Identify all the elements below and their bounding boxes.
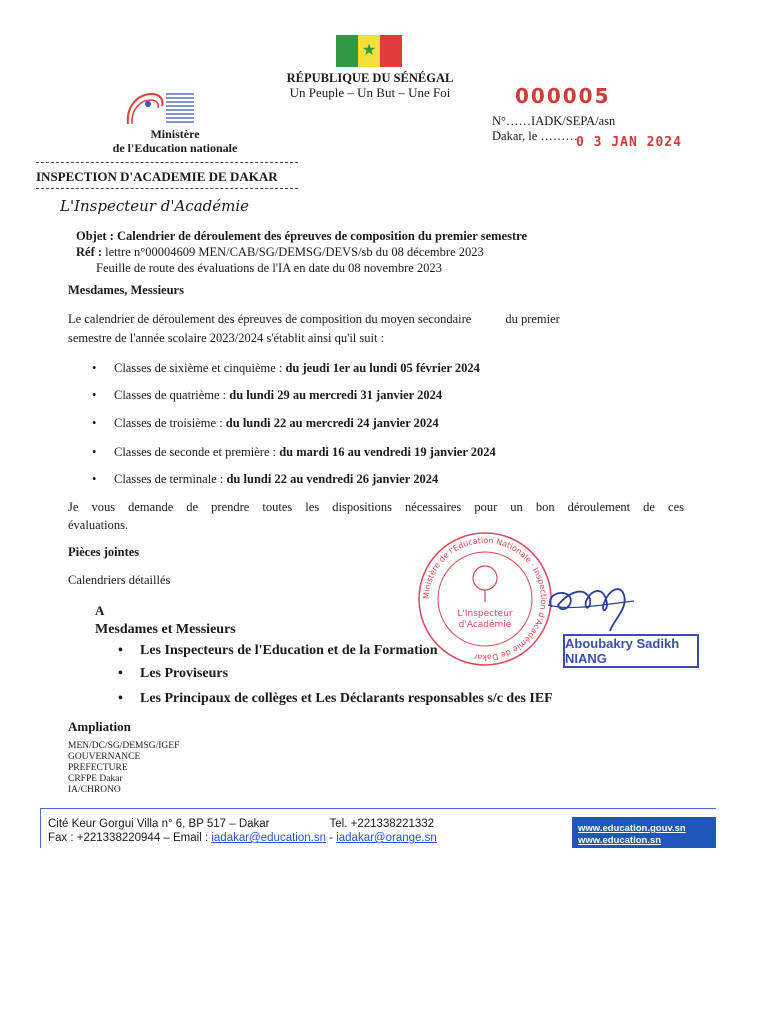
signatory-name: Aboubakry Sadikh NIANG: [563, 634, 699, 668]
email-link-education[interactable]: iadakar@education.sn: [211, 832, 326, 844]
reference-number: N°……IADK/SEPA/asn: [492, 114, 616, 128]
svg-text:d'Académie: d'Académie: [458, 620, 512, 630]
ministry-logo-icon: [122, 88, 197, 126]
intro-paragraph-2: semestre de l'année scolaire 2023/2024 s'établit ainsi qu'il suit :: [68, 331, 385, 345]
date-stamp: 0 3 JAN 2024: [576, 135, 682, 150]
footer-address: Cité Keur Gorgui Villa n° 6, BP 517 – Dakar Tel. +221338221332: [48, 818, 435, 830]
ministry-name: Ministère de l'Education nationale: [112, 127, 238, 155]
divider: [36, 188, 298, 189]
request-paragraph: Je vous demande de prendre toutes les dispositions nécessaires pour un bon déroulement de ces: [68, 500, 684, 514]
attachments-item: Calendriers détaillés: [68, 573, 171, 587]
ampliation-item: PREFECTURE: [68, 763, 128, 773]
tree-icon: [473, 566, 497, 602]
official-stamp: [416, 530, 554, 668]
inspecteur-title: L'Inspecteur d'Académie: [60, 197, 250, 215]
footer-contact: Fax : +221338220944 – Email : iadakar@education.sn - iadakar@orange.sn: [48, 832, 437, 844]
ampliation-title: Ampliation: [68, 719, 131, 734]
ampliation-item: CRFPE Dakar: [68, 774, 123, 784]
ampliation-item: GOUVERNANCE: [68, 752, 141, 762]
star-icon: ★: [361, 42, 377, 59]
inspection-title: INSPECTION D'ACADEMIE DE DAKAR: [36, 169, 278, 184]
website-link-education[interactable]: www.education.sn: [578, 835, 662, 846]
intro-paragraph: Le calendrier de déroulement des épreuves de composition du moyen secondaire du premier: [68, 312, 560, 326]
attachments-title: Pièces jointes: [68, 545, 140, 559]
website-box: [572, 817, 716, 848]
svg-text:Ministère de l'Education Natio: Ministère de l'Education Nationale · Inspection d'Académie de Dakar: [421, 535, 549, 663]
email-link-orange[interactable]: iadakar@orange.sn: [336, 832, 437, 844]
salutation: Mesdames, Messieurs: [68, 283, 184, 297]
recipient-title: Mesdames et Messieurs: [95, 622, 236, 637]
place-date: Dakar, le ………: [492, 129, 578, 143]
svg-text:L'Inspecteur: L'Inspecteur: [457, 609, 513, 619]
stamp-number: 000005: [515, 84, 611, 108]
recipient-a: A: [95, 603, 105, 618]
ampliation-item: MEN/DC/SG/DEMSG/IGEF: [68, 741, 180, 751]
reference-line: Réf : lettre n°00004609 MEN/CAB/SG/DEMSG/DEVS/sb du 08 décembre 2023: [76, 245, 484, 259]
footer-tel: Tel. +221338221332: [329, 818, 435, 830]
request-paragraph-2: évaluations.: [68, 518, 129, 532]
republic-title: RÉPUBLIQUE DU SÉNÉGAL: [286, 71, 454, 85]
object-line: Objet : Calendrier de déroulement des épreuves de composition du premier semestre: [76, 229, 527, 243]
handwritten-signature: [540, 575, 640, 635]
reference-line-2: Feuille de route des évaluations de l'IA en date du 08 novembre 2023: [96, 261, 442, 275]
senegal-flag: [336, 35, 402, 67]
ampliation-item: IA/CHRONO: [68, 785, 121, 795]
website-link-gouv[interactable]: www.education.gouv.sn: [578, 823, 686, 834]
divider: [36, 162, 298, 163]
national-motto: Un Peuple – Un But – Une Foi: [289, 85, 451, 100]
